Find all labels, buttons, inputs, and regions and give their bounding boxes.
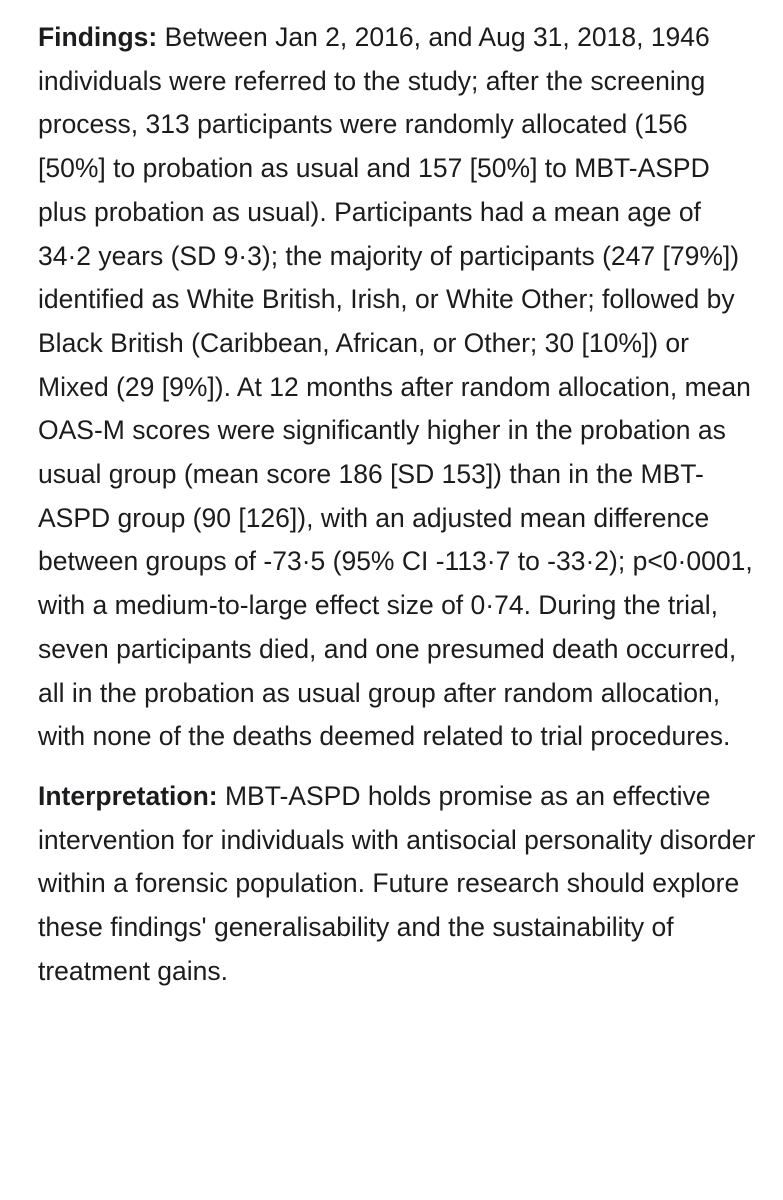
findings-label: Findings:: [38, 22, 158, 52]
interpretation-label: Interpretation:: [38, 780, 218, 811]
abstract-body: [38, 16, 758, 1009]
interpretation-paragraph: [38, 775, 758, 994]
interpretation-text: MBT-ASPD holds promise as an effective intervention for individuals with antisocial personality disorder within a forensic population. Future research should explore these findings' generalisability and the sustainability of treatment gains.: [38, 780, 756, 986]
findings-paragraph: [38, 16, 758, 759]
findings-text: Between Jan 2, 2016, and Aug 31, 2018, 1946 individuals were referred to the study; after the screening process, 313 participants were randomly allocated (156 [50%] to probation as usual and 157 [50%] to MBT-ASPD plus probation as usual). Participants had a mean age of 34·2 years (SD 9·3); the majority of participants (247 [79%]) identified as White British, Irish, or White Other; followed by Black British (Caribbean, African, or Other; 30 [10%]) or Mixed (29 [9%]). At 12 months after random allocation, mean OAS-M scores were significantly higher in the probation as usual group (mean score 186 [SD 153]) than in the MBT-ASPD group (90 [126]), with an adjusted mean difference between groups of -73·5 (95% CI -113·7 to -33·2); p<0·0001, with a medium-to-large effect size of 0·74. During the trial, seven participants died, and one presumed death occurred, all in the probation as usual group after random allocation, with none of the deaths deemed related to trial procedures.: [38, 22, 753, 752]
